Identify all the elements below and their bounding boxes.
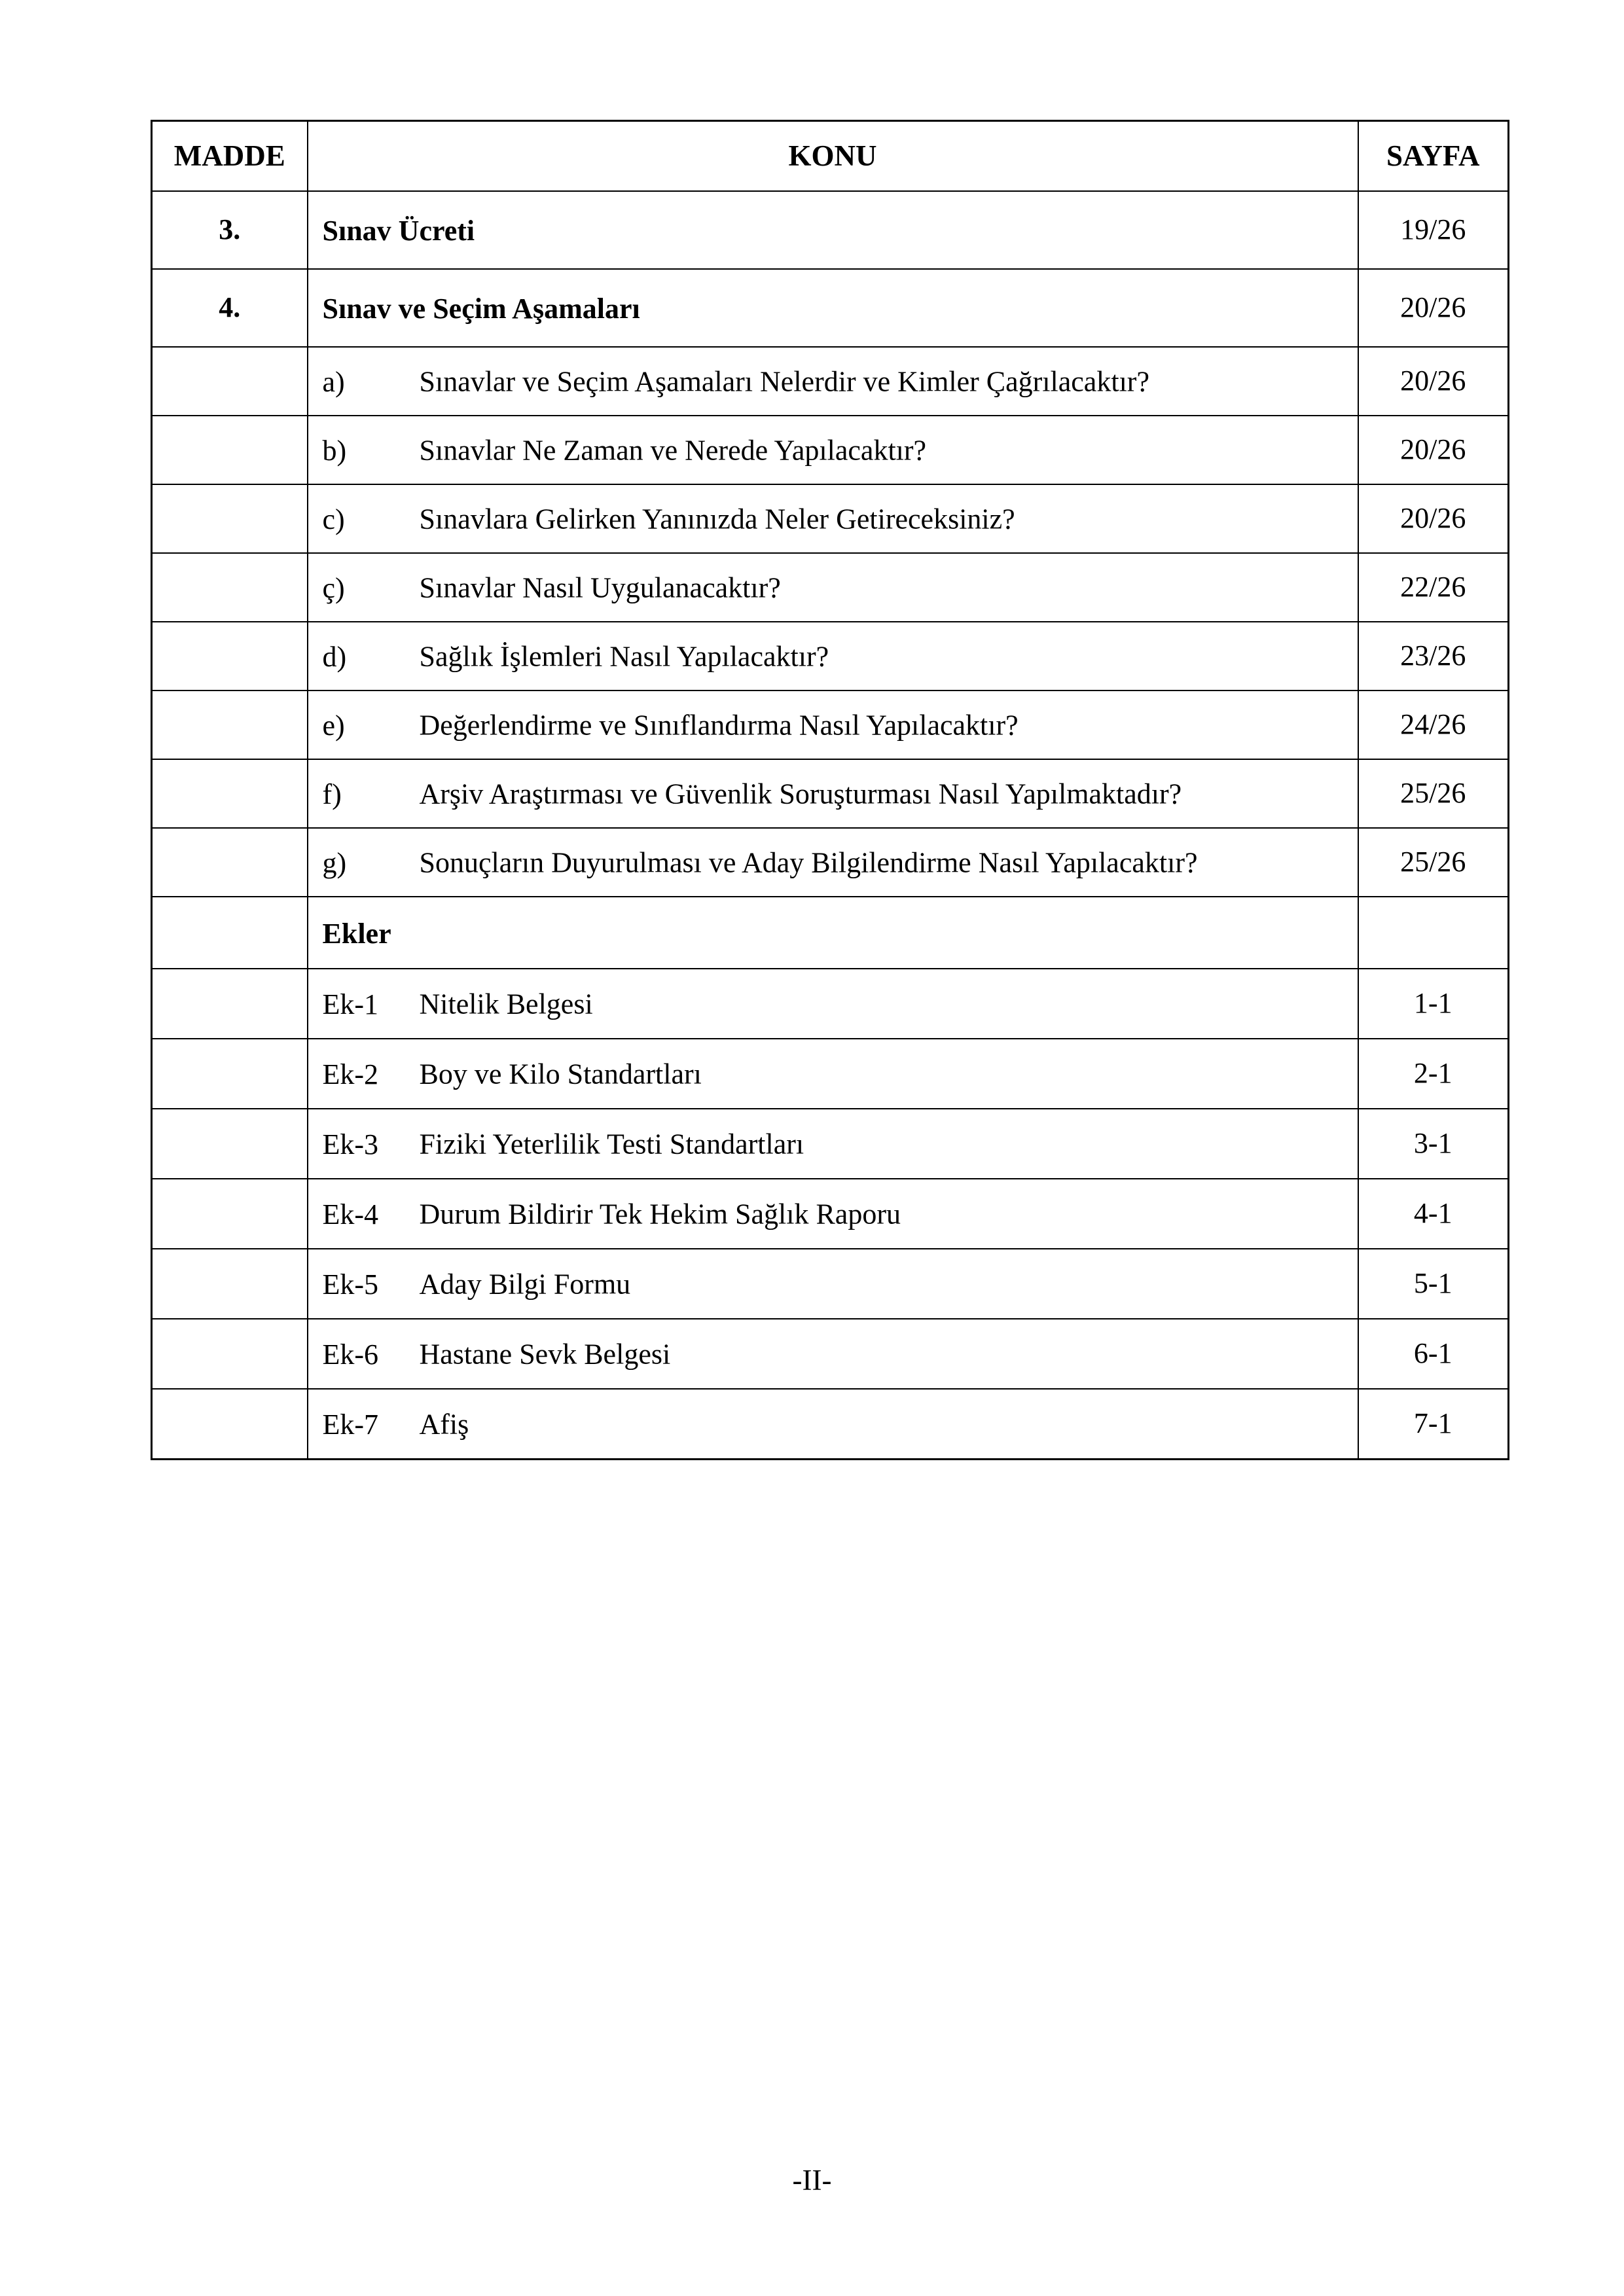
madde-cell — [152, 1109, 308, 1179]
row-title: Hastane Sevk Belgesi — [419, 1338, 671, 1371]
sayfa-cell: 24/26 — [1358, 691, 1509, 759]
madde-cell: 3. — [152, 191, 308, 269]
konu-cell — [308, 828, 1358, 897]
page-number: -II- — [792, 2164, 832, 2197]
konu-cell — [308, 1249, 1358, 1319]
row-title: Afiş — [419, 1408, 469, 1441]
sayfa-cell: 20/26 — [1358, 347, 1509, 416]
toc-table-body — [152, 191, 1509, 1460]
row-prefix: g) — [322, 847, 347, 879]
sayfa-cell: 2-1 — [1358, 1039, 1509, 1109]
sayfa-cell: 7-1 — [1358, 1389, 1509, 1460]
table-row — [152, 553, 1509, 622]
row-prefix: Ek-4 — [322, 1198, 379, 1230]
row-title: Ekler — [322, 917, 391, 950]
row-title: Sınavlar ve Seçim Aşamaları Nelerdir ve Kimler Çağrılacaktır? — [419, 366, 1149, 398]
row-prefix: Ek-7 — [322, 1408, 379, 1441]
konu-cell — [308, 759, 1358, 828]
row-title: Nitelik Belgesi — [419, 988, 593, 1020]
row-prefix: Ek-1 — [322, 988, 379, 1020]
madde-cell — [152, 553, 308, 622]
madde-cell — [152, 484, 308, 553]
table-row — [152, 759, 1509, 828]
row-title: Durum Bildirir Tek Hekim Sağlık Raporu — [419, 1198, 901, 1230]
madde-cell — [152, 1039, 308, 1109]
row-title: Sınav ve Seçim Aşamaları — [322, 293, 640, 325]
sayfa-cell: 20/26 — [1358, 269, 1509, 347]
row-title: Sonuçların Duyurulması ve Aday Bilgilendirme Nasıl Yapılacaktır? — [419, 847, 1198, 879]
madde-cell — [152, 691, 308, 759]
table-row — [152, 416, 1509, 484]
sayfa-cell: 6-1 — [1358, 1319, 1509, 1389]
sayfa-column-header: SAYFA — [1358, 121, 1509, 192]
konu-cell — [308, 969, 1358, 1039]
row-prefix: Ek-3 — [322, 1128, 379, 1160]
table-row — [152, 828, 1509, 897]
sayfa-cell: 4-1 — [1358, 1179, 1509, 1249]
table-row — [152, 897, 1509, 969]
row-title: Sınavlara Gelirken Yanınızda Neler Getireceksiniz? — [419, 503, 1015, 535]
table-row — [152, 969, 1509, 1039]
table-row — [152, 269, 1509, 347]
table-row — [152, 1319, 1509, 1389]
row-prefix: Ek-5 — [322, 1268, 379, 1300]
sayfa-cell: 22/26 — [1358, 553, 1509, 622]
konu-cell — [308, 191, 1358, 269]
table-row — [152, 1389, 1509, 1460]
sayfa-cell: 19/26 — [1358, 191, 1509, 269]
madde-cell — [152, 897, 308, 969]
konu-cell — [308, 897, 1358, 969]
konu-cell — [308, 1319, 1358, 1389]
row-prefix: f) — [322, 778, 342, 810]
madde-cell — [152, 347, 308, 416]
row-prefix: d) — [322, 641, 347, 673]
toc-table — [151, 120, 1509, 1460]
madde-column-header: MADDE — [152, 121, 308, 192]
konu-cell — [308, 347, 1358, 416]
madde-cell — [152, 759, 308, 828]
konu-cell — [308, 553, 1358, 622]
table-row — [152, 1109, 1509, 1179]
madde-cell — [152, 1389, 308, 1460]
konu-cell — [308, 691, 1358, 759]
row-title: Sınavlar Nasıl Uygulanacaktır? — [419, 572, 781, 604]
table-row — [152, 347, 1509, 416]
madde-cell — [152, 969, 308, 1039]
sayfa-cell: 25/26 — [1358, 828, 1509, 897]
table-row — [152, 484, 1509, 553]
row-prefix: Ek-2 — [322, 1058, 379, 1090]
konu-cell — [308, 484, 1358, 553]
sayfa-cell: 23/26 — [1358, 622, 1509, 691]
madde-cell — [152, 622, 308, 691]
madde-cell: 4. — [152, 269, 308, 347]
table-row — [152, 191, 1509, 269]
madde-cell — [152, 416, 308, 484]
row-title: Değerlendirme ve Sınıflandırma Nasıl Yapılacaktır? — [419, 709, 1019, 742]
row-prefix: e) — [322, 709, 345, 742]
sayfa-cell — [1358, 897, 1509, 969]
sayfa-cell: 25/26 — [1358, 759, 1509, 828]
table-row — [152, 1249, 1509, 1319]
konu-cell — [308, 1179, 1358, 1249]
konu-cell — [308, 269, 1358, 347]
sayfa-cell: 3-1 — [1358, 1109, 1509, 1179]
row-prefix: b) — [322, 435, 347, 467]
row-title: Sınavlar Ne Zaman ve Nerede Yapılacaktır? — [419, 435, 927, 467]
row-title: Boy ve Kilo Standartları — [419, 1058, 702, 1090]
madde-cell — [152, 1319, 308, 1389]
row-prefix: c) — [322, 503, 345, 535]
table-row — [152, 1179, 1509, 1249]
row-prefix: a) — [322, 366, 345, 398]
table-header-row — [152, 121, 1509, 192]
konu-cell — [308, 1109, 1358, 1179]
konu-cell — [308, 622, 1358, 691]
row-title: Fiziki Yeterlilik Testi Standartları — [419, 1128, 804, 1160]
row-title: Aday Bilgi Formu — [419, 1268, 631, 1300]
madde-cell — [152, 828, 308, 897]
row-title: Arşiv Araştırması ve Güvenlik Soruşturması Nasıl Yapılmaktadır? — [419, 778, 1182, 810]
row-prefix: ç) — [322, 572, 345, 604]
konu-cell — [308, 1039, 1358, 1109]
row-title: Sınav Ücreti — [322, 215, 475, 247]
konu-column-header: KONU — [308, 121, 1358, 192]
madde-cell — [152, 1179, 308, 1249]
konu-cell — [308, 416, 1358, 484]
sayfa-cell: 20/26 — [1358, 416, 1509, 484]
row-prefix: Ek-6 — [322, 1338, 379, 1371]
table-row — [152, 691, 1509, 759]
table-row — [152, 1039, 1509, 1109]
konu-cell — [308, 1389, 1358, 1460]
table-row — [152, 622, 1509, 691]
row-title: Sağlık İşlemleri Nasıl Yapılacaktır? — [419, 641, 829, 673]
sayfa-cell: 5-1 — [1358, 1249, 1509, 1319]
sayfa-cell: 20/26 — [1358, 484, 1509, 553]
sayfa-cell: 1-1 — [1358, 969, 1509, 1039]
madde-cell — [152, 1249, 308, 1319]
